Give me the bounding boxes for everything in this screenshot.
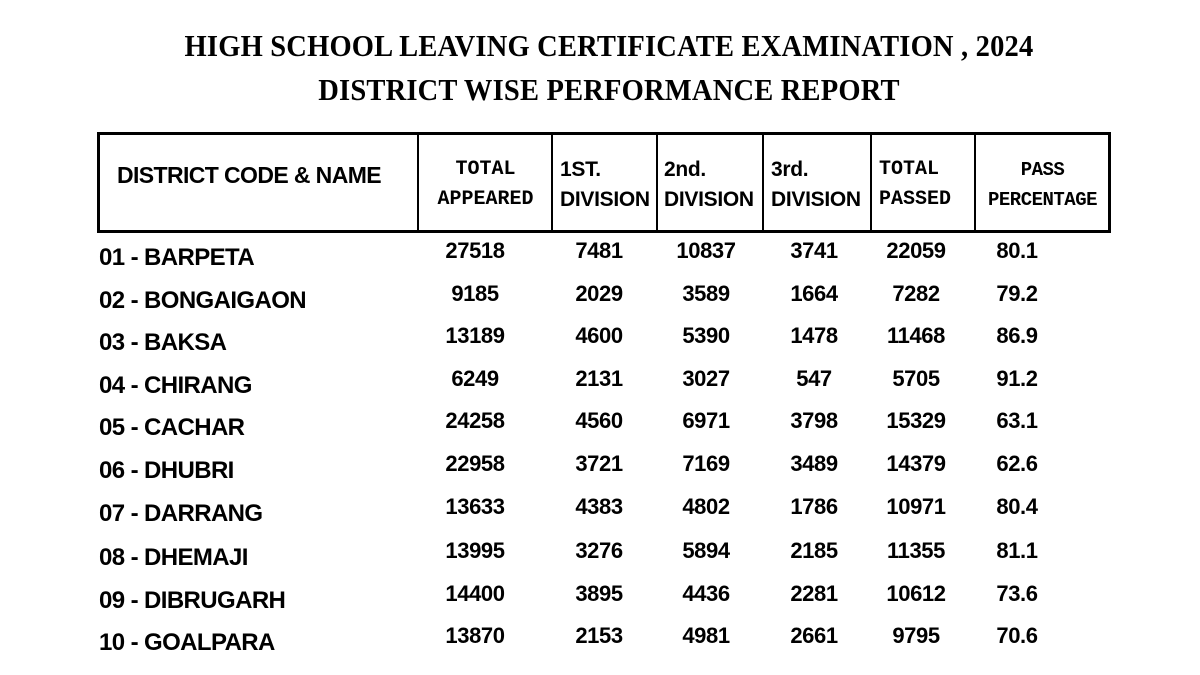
- district-name: 01 - BARPETA: [99, 244, 255, 271]
- table-row: [0, 238, 1200, 280]
- third-division: 547: [796, 366, 832, 391]
- third-division: 3741: [790, 238, 838, 263]
- total-appeared: 22958: [445, 451, 505, 476]
- table-row: [0, 494, 1200, 536]
- total-appeared: 6249: [451, 366, 499, 391]
- total-passed: 22059: [886, 238, 946, 263]
- district-name: 07 - DARRANG: [99, 500, 263, 527]
- total-passed: 10612: [886, 581, 946, 606]
- pass-percentage: 62.6: [996, 451, 1038, 476]
- district-name: 05 - CACHAR: [99, 414, 245, 441]
- total-passed: 5705: [892, 366, 940, 391]
- first-division: 3721: [575, 451, 623, 476]
- pass-percentage: 80.4: [996, 494, 1038, 519]
- column-divider: [551, 135, 553, 230]
- first-division: 2029: [575, 281, 623, 306]
- report-subtitle: DISTRICT WISE PERFORMANCE REPORT: [318, 72, 900, 107]
- second-division: 7169: [682, 451, 730, 476]
- pass-percentage: 73.6: [996, 581, 1038, 606]
- first-division: 7481: [575, 238, 623, 263]
- total-appeared: 13189: [445, 323, 505, 348]
- total-passed: 15329: [886, 408, 946, 433]
- pass-percentage: 86.9: [996, 323, 1038, 348]
- column-divider: [417, 135, 419, 230]
- second-division: 3589: [682, 281, 730, 306]
- second-division: 4981: [682, 623, 730, 648]
- table-header: [97, 132, 1111, 233]
- district-name: 04 - CHIRANG: [99, 372, 252, 399]
- second-division: 3027: [682, 366, 730, 391]
- district-name: 06 - DHUBRI: [99, 457, 234, 484]
- column-divider: [762, 135, 764, 230]
- third-division: 2661: [790, 623, 838, 648]
- total-passed: 7282: [892, 281, 940, 306]
- total-passed: 11355: [887, 538, 945, 563]
- district-name: 10 - GOALPARA: [99, 629, 275, 656]
- pass-percentage: 91.2: [996, 366, 1038, 391]
- second-division: 6971: [682, 408, 730, 433]
- column-divider: [656, 135, 658, 230]
- third-division: 1478: [790, 323, 838, 348]
- header-first-division: 1ST. DIVISION: [560, 158, 650, 211]
- total-appeared: 24258: [445, 408, 505, 433]
- total-passed: 9795: [892, 623, 940, 648]
- second-division: 5894: [682, 538, 730, 563]
- second-division: 4802: [682, 494, 730, 519]
- column-divider: [870, 135, 872, 230]
- third-division: 2281: [790, 581, 838, 606]
- header-third-division: 3rd. DIVISION: [771, 158, 861, 211]
- first-division: 2131: [575, 366, 623, 391]
- first-division: 3276: [575, 538, 623, 563]
- total-passed: 14379: [886, 451, 946, 476]
- district-name: 08 - DHEMAJI: [99, 544, 248, 571]
- pass-percentage: 63.1: [996, 408, 1038, 433]
- header-district: DISTRICT CODE & NAME: [117, 162, 382, 188]
- table-row: [0, 581, 1200, 623]
- total-appeared: 13995: [445, 538, 505, 563]
- first-division: 2153: [575, 623, 623, 648]
- district-name: 02 - BONGAIGAON: [99, 287, 307, 314]
- third-division: 1786: [790, 494, 838, 519]
- total-appeared: 13870: [445, 623, 505, 648]
- report-title: HIGH SCHOOL LEAVING CERTIFICATE EXAMINATION , 2024: [184, 28, 1034, 63]
- table-row: [0, 623, 1200, 665]
- first-division: 3895: [575, 581, 623, 606]
- third-division: 2185: [790, 538, 838, 563]
- table-row: [0, 451, 1200, 493]
- pass-percentage: 81.1: [996, 538, 1038, 563]
- header-total-appeared: TOTAL APPEARED: [437, 158, 534, 211]
- first-division: 4560: [575, 408, 623, 433]
- third-division: 1664: [790, 281, 838, 306]
- second-division: 10837: [676, 238, 736, 263]
- header-second-division: 2nd. DIVISION: [664, 158, 754, 211]
- district-name: 03 - BAKSA: [99, 329, 227, 356]
- table-row: [0, 538, 1200, 580]
- header-pass-percentage: PASS PERCENTAGE: [987, 159, 1098, 211]
- total-appeared: 9185: [451, 281, 499, 306]
- table-row: [0, 281, 1200, 323]
- third-division: 3798: [790, 408, 838, 433]
- total-appeared: 27518: [445, 238, 505, 263]
- total-appeared: 13633: [445, 494, 505, 519]
- table-row: [0, 323, 1200, 365]
- second-division: 4436: [682, 581, 730, 606]
- table-row: [0, 366, 1200, 408]
- header-total-passed: TOTAL PASSED: [879, 158, 952, 211]
- first-division: 4600: [575, 323, 623, 348]
- total-passed: 11468: [887, 323, 945, 348]
- total-passed: 10971: [886, 494, 946, 519]
- third-division: 3489: [790, 451, 838, 476]
- first-division: 4383: [575, 494, 623, 519]
- table-row: [0, 408, 1200, 450]
- total-appeared: 14400: [445, 581, 505, 606]
- pass-percentage: 79.2: [996, 281, 1038, 306]
- district-name: 09 - DIBRUGARH: [99, 587, 286, 614]
- column-divider: [974, 135, 976, 230]
- pass-percentage: 80.1: [996, 238, 1038, 263]
- second-division: 5390: [682, 323, 730, 348]
- pass-percentage: 70.6: [996, 623, 1038, 648]
